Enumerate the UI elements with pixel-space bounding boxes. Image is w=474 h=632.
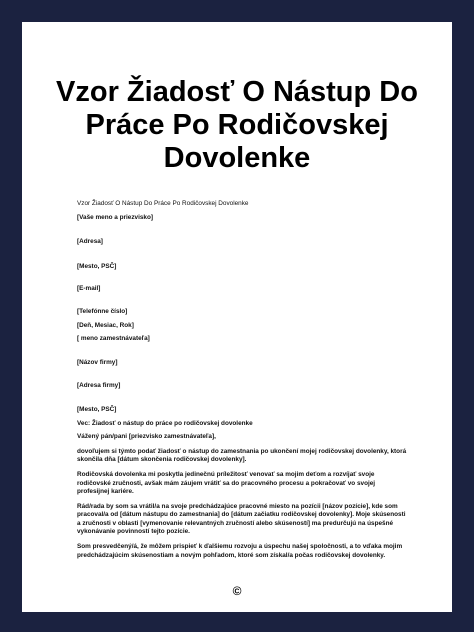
field-company-city: [Mesto, PSČ] xyxy=(77,405,117,413)
field-name: [Vaše meno a priezvisko] xyxy=(77,213,154,221)
document-page xyxy=(22,22,452,612)
field-address: [Adresa] xyxy=(77,238,103,246)
paragraph-2: Rodičovská dovolenka mi poskytla jedinečnú príležitosť venovať sa mojim deťom a rozvíjať svoje rodičovské zručnosti, avšak mám záujem vrátiť sa do pracovného procesu a pokračovať vo svojej profesijnej kariére. xyxy=(77,470,376,496)
letter-body xyxy=(77,200,407,560)
field-date: [Deň, Mesiac, Rok] xyxy=(77,321,134,329)
field-phone: [Telefónne číslo] xyxy=(77,307,128,315)
field-email: [E-mail] xyxy=(77,285,101,293)
paragraph-3: Rád/rada by som sa vrátil/a na svoje predchádzajúce pracovné miesto na pozícii [názov pozície], kde som pracoval/a od [dátum nástupu do zamestnania] do [dátum začiatku rodičovskej dovolenky]. Moje skúsenosti a zručnosti v oblasti [vymenovanie relevantných zručností alebo skúseností] ma predurčujú na úspešné vykonávanie povinností tejto pozície. xyxy=(77,502,406,536)
field-company-address: [Adresa firmy] xyxy=(77,382,121,390)
copyright-icon: © xyxy=(232,584,242,598)
field-company-name: [Názov firmy] xyxy=(77,358,118,366)
field-city-zip: [Mesto, PSČ] xyxy=(77,262,117,270)
letter-salutation: Vážený pán/pani [priezvisko zamestnávateľa], xyxy=(77,433,216,441)
paragraph-1: dovoľujem si týmto podať žiadosť o nástup do zamestnania po ukončení mojej rodičovskej dovolenky, ktorá skončila dňa [dátum skončenia rodičovskej dovolenky]. xyxy=(77,447,407,464)
page-title: Vzor Žiadosť O Nástup Do Práce Po Rodičovskej Dovolenke xyxy=(56,76,418,174)
letter-subject: Vec: Žiadosť o nástup do práce po rodičovskej dovolenke xyxy=(77,419,253,427)
field-employer-name: [ meno zamestnávateľa] xyxy=(77,335,150,343)
paragraph-4: Som presvedčený/á, že môžem prispieť k ďalšiemu rozvoju a úspechu našej spoločnosti, a to vďaka mojim predchádzajúcim skúsenostiam a novým pohľadom, ktoré som získal/a počas rodičovskej dovolenky. xyxy=(77,543,403,559)
letter-small-title: Vzor Žiadosť O Nástup Do Práce Po Rodičovskej Dovolenke xyxy=(77,200,249,207)
